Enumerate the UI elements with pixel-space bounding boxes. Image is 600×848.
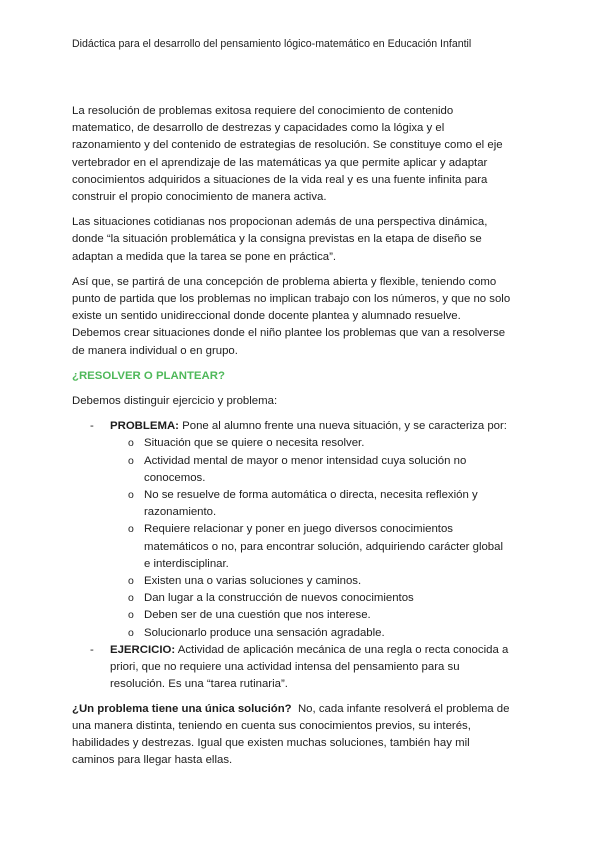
text-line: razonamiento y del contenido de estrategias de resolución. Se constituye como el eje [72, 139, 503, 152]
characteristic-item-continuation [72, 504, 530, 521]
text-line: caminos para llegar hasta ellas. [72, 754, 233, 767]
list-item-ejercicio [72, 642, 530, 659]
text-line: Así que, se partirá de una concepción de problema abierta y flexible, teniendo como [72, 275, 497, 288]
paragraph-unique-solution [72, 701, 530, 770]
characteristic-item [72, 521, 530, 538]
bullet-marker: o [128, 592, 134, 605]
bullet-marker: o [128, 626, 134, 639]
text-line: construir el propio conocimiento de manera activa. [72, 191, 327, 204]
text-line: punto de partida que los problemas no implican trabajo con los números, y que no solo [72, 293, 511, 306]
list-item-problema [72, 418, 530, 435]
answer-first-line: No, cada infante resolverá el problema de [291, 702, 510, 715]
characteristic-text: Dan lugar a la construcción de nuevos conocimientos [144, 592, 414, 605]
characteristic-item [72, 573, 530, 590]
bullet-marker: o [128, 609, 134, 622]
characteristic-text: Situación que se quiere o necesita resolver. [144, 437, 365, 450]
text-line: conocimientos adquiridos a situaciones de la vida real y es una fuente infinita para [72, 173, 488, 186]
problema-characteristics [72, 435, 530, 641]
dash-marker: - [90, 420, 94, 433]
characteristic-item-continuation [72, 556, 530, 573]
characteristic-text: matemáticos o no, para encontrar solución, adquiriendo carácter global [144, 540, 504, 553]
running-header: Didáctica para el desarrollo del pensamiento lógico-matemático en Educación Infantil [72, 38, 472, 50]
bullet-marker: o [128, 523, 134, 536]
problema-definition: Pone al alumno frente una nueva situación, y se caracteriza por: [178, 420, 507, 433]
bullet-marker: o [128, 454, 134, 467]
text-line: una manera distinta, teniendo en cuenta sus conocimientos previos, su interés, [72, 719, 471, 732]
characteristic-item [72, 487, 530, 504]
paragraph-open-conception [72, 274, 530, 360]
text-line: existe un sentido unidireccional donde docente plantea y alumnado resuelve. [72, 310, 461, 323]
characteristic-text: razonamiento. [144, 506, 217, 519]
text-line: Debemos crear situaciones donde el niño plantee los problemas que van a resolverse [72, 327, 506, 340]
characteristic-text: Solucionarlo produce una sensación agradable. [144, 626, 385, 639]
text-line: Las situaciones cotidianas nos propocionan además de una perspectiva dinámica, [72, 216, 488, 229]
characteristic-item [72, 590, 530, 607]
term-ejercicio: EJERCICIO: [110, 643, 176, 656]
section-heading: ¿RESOLVER O PLANTEAR? [72, 369, 225, 382]
bullet-marker: o [128, 437, 134, 450]
answer-rest [72, 718, 530, 770]
bullet-marker: o [128, 575, 134, 588]
document-body [72, 103, 530, 777]
characteristic-item [72, 607, 530, 624]
dash-marker: - [90, 643, 94, 656]
text-line: adaptan a medida que la tarea se pone en práctica”. [72, 250, 337, 263]
ejercicio-definition: Actividad de aplicación mecánica de una regla o recta conocida a [175, 643, 509, 656]
paragraph-daily-situations [72, 214, 530, 266]
characteristic-text: conocemos. [144, 471, 206, 484]
characteristic-text: Existen una o varias soluciones y caminos. [144, 575, 362, 588]
characteristic-text: Actividad mental de mayor o menor intensidad cuya solución no [144, 454, 467, 467]
text-line: resolución. Es una “tarea rutinaria”. [110, 678, 288, 691]
characteristic-item [72, 453, 530, 470]
bullet-marker: o [128, 489, 134, 502]
text-line: de manera individual o en grupo. [72, 344, 238, 357]
characteristic-item [72, 625, 530, 642]
characteristic-text: Deben ser de una cuestión que nos interese. [144, 609, 371, 622]
question-unique-solution: ¿Un problema tiene una única solución? [72, 702, 292, 715]
text-line: donde “la situación problemática y la consigna previstas en la etapa de diseño se [72, 233, 482, 246]
text-line: matematico, de desarrollo de destrezas y capacidades como la lógixa y el [72, 122, 445, 135]
characteristic-text: No se resuelve de forma automática o directa, necesita reflexión y [144, 489, 478, 502]
paragraph-problem-solving [72, 103, 530, 206]
characteristic-text: Requiere relacionar y poner en juego diversos conocimientos [144, 523, 453, 536]
text-line: vertebrador en el aprendizaje de las matemáticas ya que permite aplicar y adaptar [72, 156, 488, 169]
characteristic-item-continuation [72, 539, 530, 556]
paragraph-distinguish: Debemos distinguir ejercicio y problema: [72, 395, 278, 408]
definitions-list [72, 418, 530, 693]
characteristic-item [72, 435, 530, 452]
text-line: habilidades y destrezas. Igual que existen muchas soluciones, también hay mil [72, 736, 470, 749]
text-line: La resolución de problemas exitosa requiere del conocimiento de contenido [72, 105, 454, 117]
term-problema: PROBLEMA: [110, 420, 179, 433]
characteristic-item-continuation [72, 470, 530, 487]
text-line: priori, que no requiere una actividad intensa del pensamiento para su [110, 661, 460, 674]
characteristic-text: e interdisciplinar. [144, 557, 229, 570]
ejercicio-continuation [72, 659, 530, 693]
